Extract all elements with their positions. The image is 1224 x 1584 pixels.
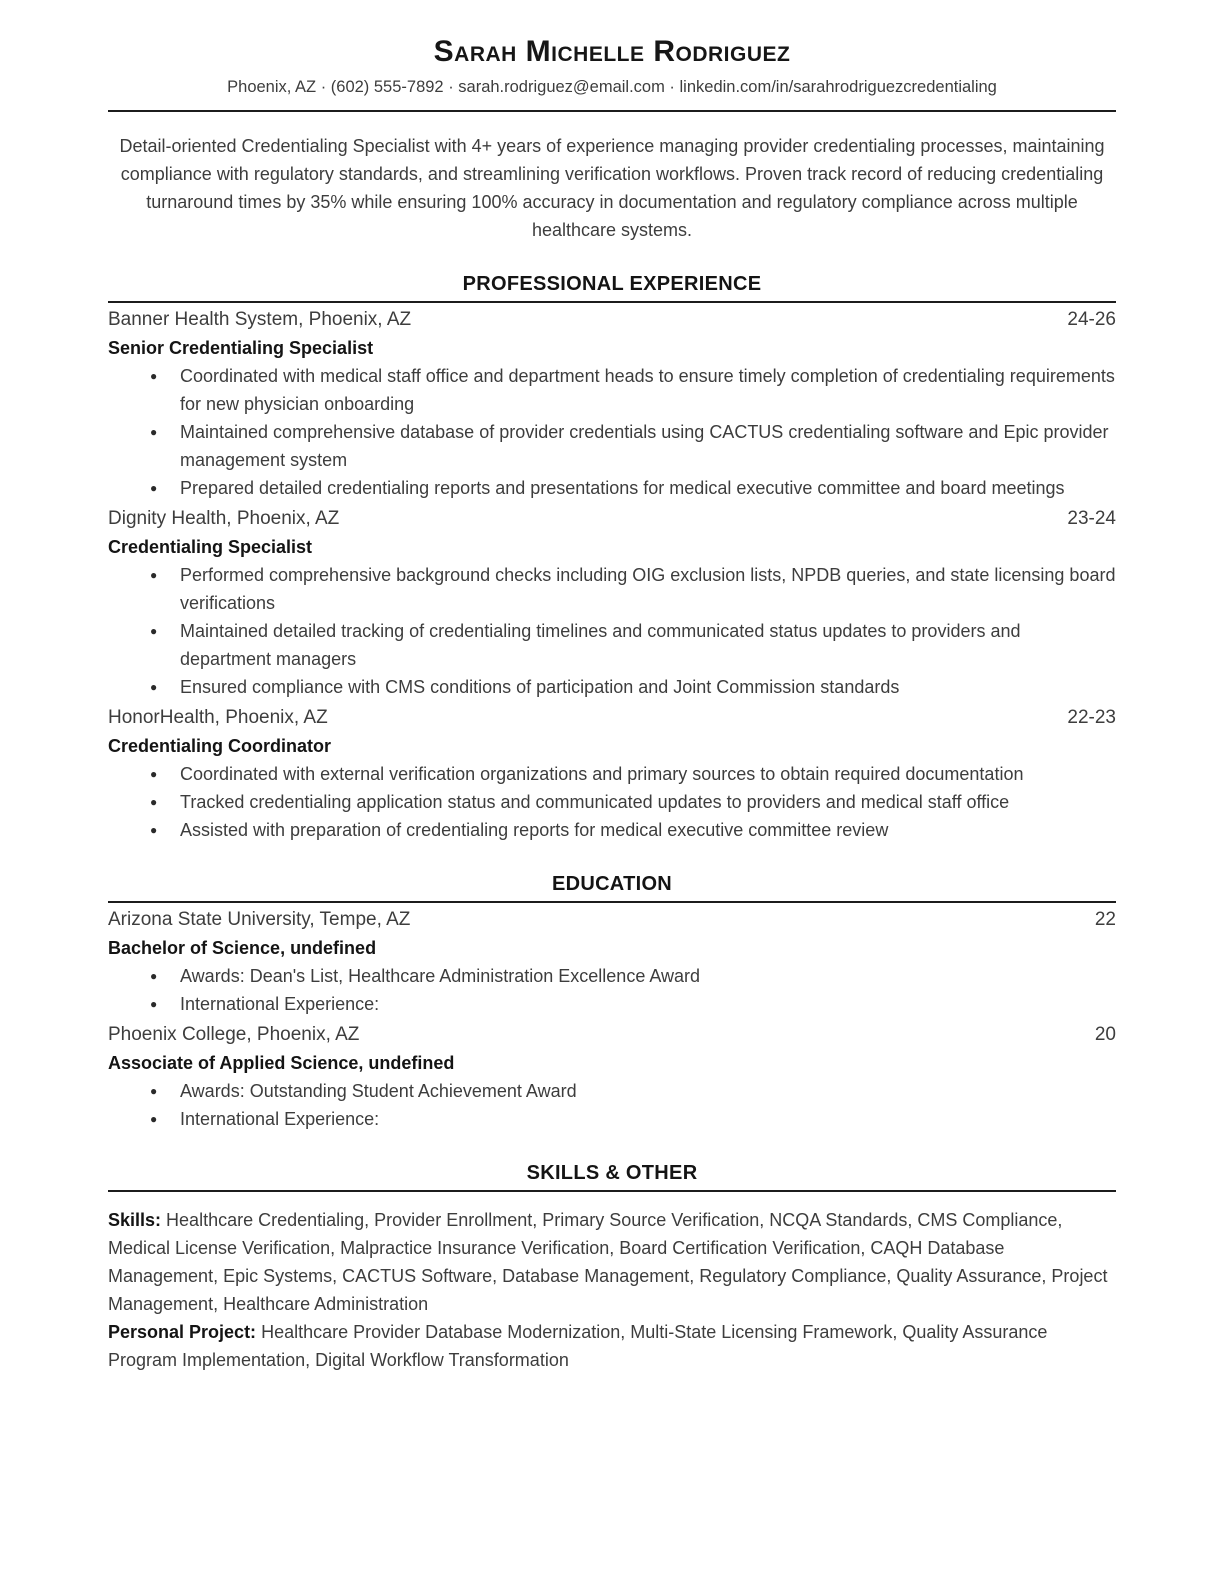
company-name: HonorHealth, Phoenix, AZ <box>108 707 328 729</box>
job-title: Credentialing Specialist <box>108 537 313 558</box>
job-dates: 22-23 <box>1067 707 1116 729</box>
section-title-experience: PROFESSIONAL EXPERIENCE <box>108 273 1116 303</box>
school-dates: 20 <box>1094 1024 1116 1046</box>
resume-header <box>108 34 1116 112</box>
job-header <box>108 505 1116 533</box>
skills-text: Healthcare Credentialing, Provider Enrollment, Primary Source Verification, NCQA Standards, CMS Compliance, Medical License Verification, Malpractice Insurance Verification, Board Certification Verification, CAQH Database Management, Epic Systems, CACTUS Software, Database Management, Regulatory Compliance, Quality Assurance, Project Management, Healthcare Administration <box>108 1210 1108 1315</box>
personal-project-label: Personal Project: <box>108 1322 257 1343</box>
summary-paragraph: Detail-oriented Credentialing Specialist with 4+ years of experience managing provider credentialing processes, maintaining compliance with regulatory standards, and streamlining verification workflows. Proven track record of reducing credentialing turnaround times by 35% while ensuring 100% accuracy in documentation and regulatory compliance across multiple healthcare systems. <box>119 136 1105 241</box>
section-experience <box>108 273 1116 844</box>
section-skills <box>108 1162 1116 1374</box>
job-header <box>108 306 1116 334</box>
job-entry <box>108 306 1116 502</box>
bullet-item: ● International Experience: <box>108 990 1116 1018</box>
school-name: Arizona State University, Tempe, AZ <box>108 909 411 931</box>
bullet-item: ● Prepared detailed credentialing reports and presentations for medical executive committee and board meetings <box>108 474 1116 502</box>
school-bullets <box>108 962 1116 1018</box>
section-title-education: EDUCATION <box>108 873 1116 903</box>
bullet-item: ● Maintained comprehensive database of provider credentials using CACTUS credentialing software and Epic provider management system <box>108 418 1116 474</box>
job-title: Credentialing Coordinator <box>108 736 332 757</box>
section-title-skills: SKILLS & OTHER <box>108 1162 1116 1192</box>
contact-line: Phoenix, AZ · (602) 555-7892 · sarah.rodriguez@email.com · linkedin.com/in/sarahrodriguezcredentialing <box>227 78 997 96</box>
job-bullets <box>108 561 1116 701</box>
school-bullets <box>108 1077 1116 1133</box>
personal-project-paragraph <box>108 1318 1116 1374</box>
personal-project-text: Healthcare Provider Database Modernization, Multi-State Licensing Framework, Quality Assurance Program Implementation, Digital Workflow Transformation <box>108 1322 1048 1371</box>
bullet-item: ● Maintained detailed tracking of credentialing timelines and communicated status updates to providers and department managers <box>108 617 1116 673</box>
person-name: Sarah Michelle Rodriguez <box>433 35 791 68</box>
bullet-item: ● Performed comprehensive background checks including OIG exclusion lists, NPDB queries, and state licensing board verifications <box>108 561 1116 617</box>
company-name: Banner Health System, Phoenix, AZ <box>108 309 412 331</box>
job-bullets <box>108 760 1116 844</box>
header-divider <box>108 110 1116 112</box>
company-name: Dignity Health, Phoenix, AZ <box>108 508 340 530</box>
job-header <box>108 704 1116 732</box>
job-title: Senior Credentialing Specialist <box>108 338 374 359</box>
degree-title: Bachelor of Science, undefined <box>108 938 377 959</box>
bullet-item: ● Coordinated with external verification organizations and primary sources to obtain required documentation <box>108 760 1116 788</box>
degree-title: Associate of Applied Science, undefined <box>108 1053 455 1074</box>
job-entry <box>108 505 1116 701</box>
school-header <box>108 906 1116 934</box>
job-entry <box>108 704 1116 844</box>
job-dates: 23-24 <box>1067 508 1116 530</box>
bullet-item: ● Coordinated with medical staff office and department heads to ensure timely completion of credentialing requirements for new physician onboarding <box>108 362 1116 418</box>
school-entry <box>108 1021 1116 1133</box>
school-header <box>108 1021 1116 1049</box>
bullet-item: ● Awards: Outstanding Student Achievement Award <box>108 1077 1116 1105</box>
skills-paragraph <box>108 1206 1116 1318</box>
bullet-item: ● Ensured compliance with CMS conditions of participation and Joint Commission standards <box>108 673 1116 701</box>
job-dates: 24-26 <box>1067 309 1116 331</box>
bullet-item: ● International Experience: <box>108 1105 1116 1133</box>
skills-label: Skills: <box>108 1210 162 1231</box>
job-bullets <box>108 362 1116 502</box>
bullet-item: ● Tracked credentialing application status and communicated updates to providers and medical staff office <box>108 788 1116 816</box>
school-entry <box>108 906 1116 1018</box>
section-education <box>108 873 1116 1133</box>
bullet-item: ● Assisted with preparation of credentialing reports for medical executive committee review <box>108 816 1116 844</box>
school-name: Phoenix College, Phoenix, AZ <box>108 1024 360 1046</box>
school-dates: 22 <box>1094 909 1116 931</box>
bullet-item: ● Awards: Dean's List, Healthcare Administration Excellence Award <box>108 962 1116 990</box>
